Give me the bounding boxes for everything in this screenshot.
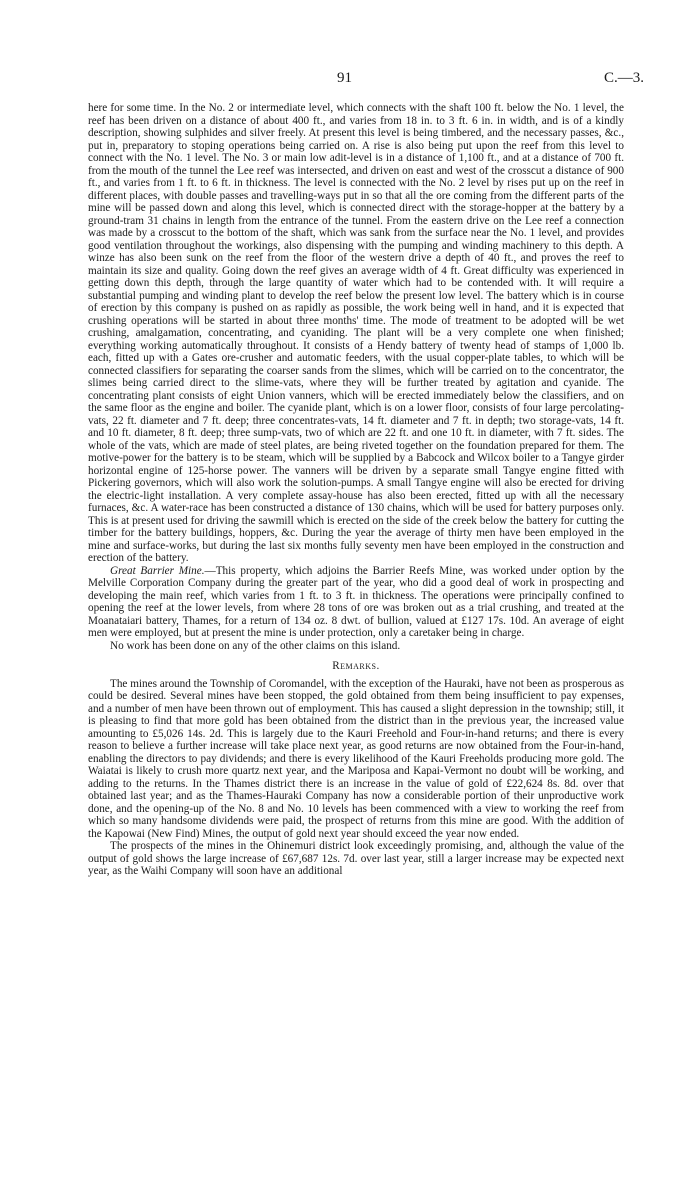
paragraph-text: —This property, which adjoins the Barrier Reefs Mine, was worked under option by the Melville Corporation Company during the greater part of the year, who did a good deal of work in prospecting and developing the main reef, which varies from 1 ft. to 3 ft. in thickness. The operations were principally confined to opening the reef at the lower levels, from where 28 tons of ore was broken out as a trial crushing, and treated at the Moanataiari battery, Thames, for a return of 134 oz. 8 dwt. of bullion, valued at £127 17s. 10d. An average of eight men were employed, but at present the mine is under protection, only a caretaker being in charge. <box>88 564 625 639</box>
page-header <box>0 70 700 90</box>
paragraph-other-claims: No work has been done on any of the other claims on this island. <box>110 639 401 652</box>
mine-name-heading: Great Barrier Mine. <box>110 564 205 577</box>
body-text <box>88 102 624 878</box>
paragraph-barrier-reefs-continued: here for some time. In the No. 2 or intermediate level, which connects with the shaft 100 ft. below the No. 1 level, the reef has been driven on a distance of about 400 ft., and varies from 18 in. to 3 ft. 6 in. in width, and is of a kindly description, showing sulphides and silver freely. At present this level is being timbered, and the necessary passes, &c., put in, preparatory to stoping operations being carried on. A rise is also being put upon the reef from this level to connect with the No. 1 level. The No. 3 or main low adit-level is in a distance of 1,100 ft., and at a distance of 700 ft. from the mouth of the tunnel the Lee reef was intersected, and driven on east and west of the crosscut a distance of 900 ft., and varies from 1 ft. to 6 ft. in thickness. The level is connected with the No. 2 level by rises put up on the reef in different places, with double passes and travelling-ways put in so that all the ore coming from the different parts of the mine will be passed down and along this level, which is connected direct with the storage-hopper at the battery by a ground-tram 31 chains in length from the entrance of the tunnel. From the eastern drive on the Lee reef a connection was made by a crosscut to the bottom of the shaft, which was sank from the surface near the No. 1 level, and provides good ventilation throughout the workings, also dispensing with the pumping and winding machinery to this depth. A winze has also been sunk on the reef from the floor of the western drive a depth of 40 ft., and proves the reef to maintain its size and quality. Going down the reef gives an average width of 4 ft. Great difficulty was experienced in getting down this depth, through the large quantity of water which had to be contended with. It will require a substantial pumping and winding plant to develop the reef below the present low level. The battery which is in course of erection by this company is pushed on as rapidly as possible, the work being well in hand, and it is expected that crushing operations will be started in about three months' time. The mode of treatment to be adopted will be wet crushing, amalgamation, concentrating, and cyaniding. The plant will be a very complete one when finished; everything working automatically throughout. It consists of a Hendy battery of twenty head of stamps of 1,000 lb. each, fitted up with a Gates ore-crusher and automatic feeders, with the usual copper-plate tables, to which will be connected classifiers for separating the coarser sands from the slimes, which will be carried on to the concentrator, the slimes being carried direct to the slime-vats, where they will be further treated by agitation and cyanide. The concentrating plant consists of eight Union vanners, which will be erected immediately below the classifiers, and on the same floor as the engine and boiler. The cyanide plant, which is on a lower floor, consists of four large percolating-vats, 22 ft. diameter and 7 ft. deep; three concentrates-vats, 14 ft. diameter and 7 ft. in depth; two storage-vats, 14 ft. and 10 ft. diameter, 8 ft. deep; three sump-vats, two of which are 22 ft. and one 10 ft. in diameter, with 7 ft. sides. The whole of the vats, which are made of steel plates, are being riveted together on the foundation prepared for them. The motive-power for the battery is to be steam, which will be supplied by a Babcock and Wilcox boiler to a Tangye girder horizontal engine of 125-horse power. The vanners will be driven by a separate small Tangye engine fitted with Pickering governors, which will also work the solution-pumps. A small Tangye engine will also be erected for driving the electric-light installation. A very complete assay-house has also been erected, fitted up with all the necessary furnaces, &c. A water-race has been constructed a distance of 130 chains, which will be used for battery purposes only. This is at present used for driving the sawmill which is erected on the side of the creek below the battery for cutting the timber for the battery buildings, hoppers, &c. During the year the average of thirty men have been employed in the mine and surface-works, but during the last six months fully seventy men have been employed in the construction and erection of the battery. <box>88 102 624 564</box>
paragraph-remarks-coromandel: The mines around the Township of Coromandel, with the exception of the Hauraki, have not been as prosperous as could be desired. Several mines have been stopped, the gold obtained from them being insufficient to pay expenses, and a number of men have been thrown out of employment. This has caused a slight depression in the township; still, it is pleasing to find that more gold has been obtained from the district than in the previous year, the increased value amounting to £5,026 14s. 2d. This is largely due to the Kauri Freehold and Four-in-hand returns; and there is every reason to believe a further increase will take place next year, as good returns are now obtained from the Four-in-hand, enabling the directors to pay dividends; and there is every likelihood of the Kauri Freeholds producing more gold. The Waiatai is likely to crush more quartz next year, and the Mariposa and Kapai-Vermont no doubt will be working, and adding to the returns. In the Thames district there is an increase in the value of gold of £22,624 8s. 8d. over that obtained last year; and as the Thames-Hauraki Company has now a considerable portion of their unproductive work done, and the opening-up of the No. 8 and No. 10 levels has been commenced with a view to working the reef from which so many handsome dividends were paid, the prospect of returns from this mine are good. With the addition of the Kapowai (New Find) Mines, the output of gold next year should exceed the year now ended. <box>88 677 624 840</box>
document-reference: C.—3. <box>603 70 644 86</box>
paragraph-great-barrier-mine <box>88 565 624 640</box>
page-number: 91 <box>337 70 352 86</box>
paragraph-ohinemuri: The prospects of the mines in the Ohinemuri district look exceedingly promising, and, although the value of the output of gold shows the large increase of £67,687 12s. 7d. over last year, still a larger increase may be expected next year, as the Waihi Company will soon have an additional <box>88 840 624 877</box>
remarks-heading: Remarks. <box>332 660 380 672</box>
